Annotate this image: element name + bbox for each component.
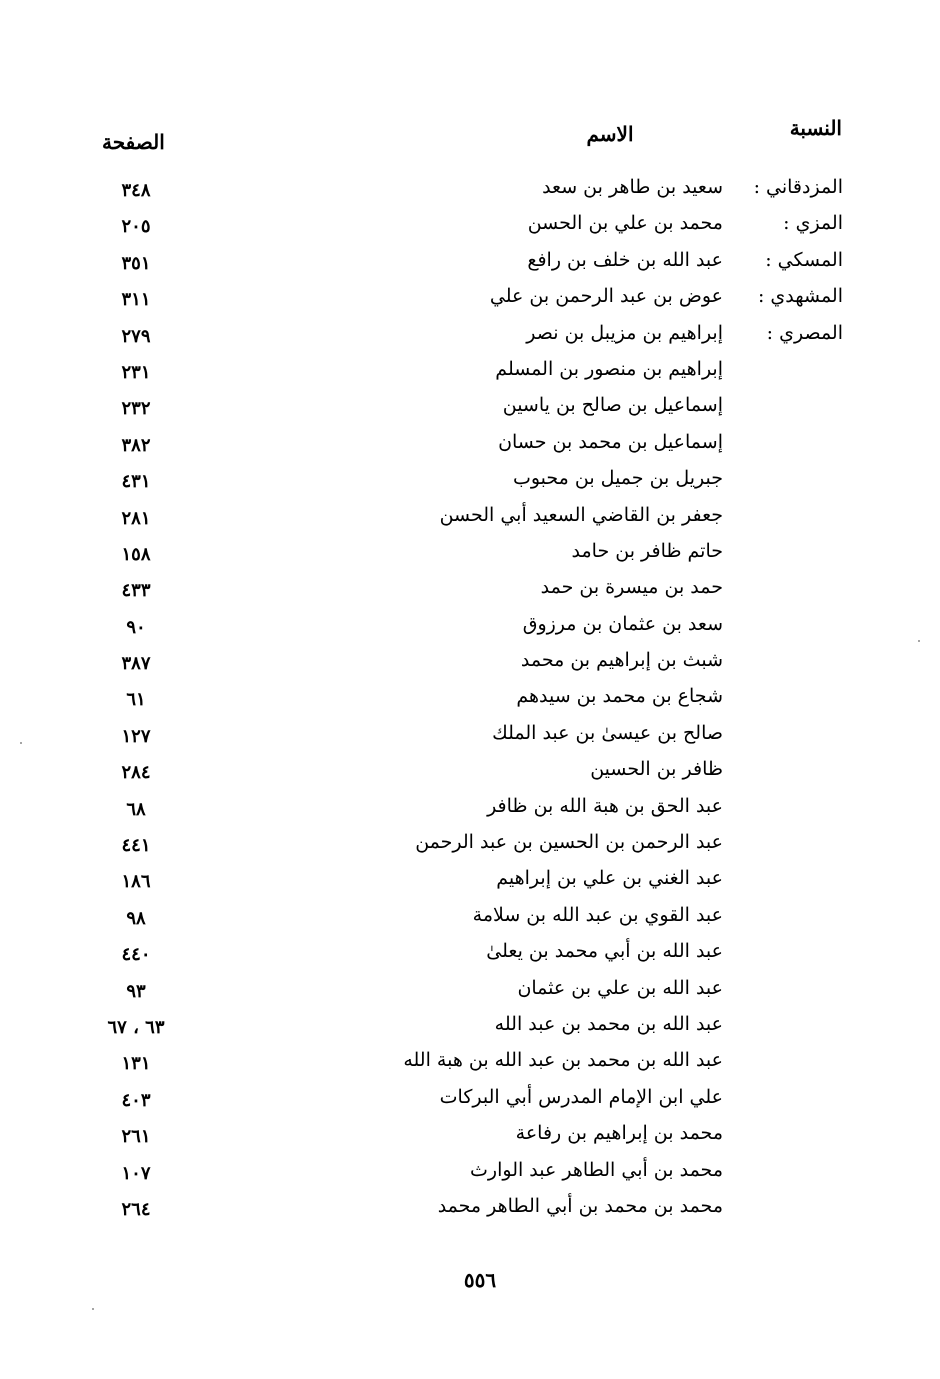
table-row <box>0 1086 940 1122</box>
name-cell: شجاع بن محمد بن سيدهم <box>516 685 723 708</box>
column-header-page: الصفحة <box>102 130 165 154</box>
page-number: ٥٥٦ <box>463 1268 497 1292</box>
nisba-cell: المشهدي : <box>757 285 843 308</box>
name-cell: جعفر بن القاضي السعيد أبي الحسن <box>439 503 723 526</box>
page-cell: ٤٣١ <box>121 471 151 493</box>
name-cell: محمد بن أبي الطاهر عبد الوارث <box>470 1158 723 1181</box>
name-cell: إسماعيل بن صالح بن ياسين <box>502 394 723 417</box>
table-row <box>0 867 940 903</box>
table-row <box>0 831 940 867</box>
page-cell: ٦٨ <box>126 798 146 820</box>
name-cell: عبد الحق بن هبة الله بن ظافر <box>487 794 723 817</box>
table-row <box>0 322 940 358</box>
page-cell: ٣٨٧ <box>121 653 151 675</box>
name-cell: عبد الله بن أبي محمد بن يعلىٰ <box>486 940 723 963</box>
page-cell: ٣٥١ <box>121 252 151 274</box>
table-row <box>0 576 940 612</box>
table-row <box>0 1013 940 1049</box>
page-cell: ٦١ <box>126 689 146 711</box>
table-row <box>0 285 940 321</box>
name-cell: عبد الله بن علي بن عثمان <box>517 976 723 999</box>
page-cell: ٢٣٢ <box>121 398 151 420</box>
name-cell: عبد القوي بن عبد الله بن سلامة <box>472 903 723 926</box>
nisba-cell: المسكي : <box>765 248 843 271</box>
page-cell: ٢٦٤ <box>121 1198 151 1220</box>
name-cell: محمد بن إبراهيم بن رفاعة <box>515 1122 723 1145</box>
page-cell: ١٠٧ <box>121 1162 151 1184</box>
name-cell: صالح بن عيسىٰ بن عبد الملك <box>492 721 723 744</box>
table-row <box>0 431 940 467</box>
name-cell: علي ابن الإمام المدرس أبي البركات <box>439 1085 723 1108</box>
page-cell: ٤٠٣ <box>121 1089 151 1111</box>
page-cell: ٩٨ <box>126 907 146 929</box>
name-cell: عبد الغني بن علي بن إبراهيم <box>496 867 723 890</box>
page-cell: ٤٣٣ <box>121 580 151 602</box>
page-cell: ٢٣١ <box>121 361 151 383</box>
page-cell: ١٣١ <box>121 1053 151 1075</box>
page-cell: ٤٤١ <box>121 835 151 857</box>
page-cell: ١٥٨ <box>121 543 151 565</box>
table-row <box>0 212 940 248</box>
name-cell: إبراهيم بن مزيبل بن نصر <box>526 321 723 344</box>
name-cell: سعيد بن طاهر بن سعد <box>542 176 723 198</box>
page-cell: ٢٦١ <box>121 1126 151 1148</box>
page-cell: ١٨٦ <box>121 871 151 893</box>
scan-speck <box>918 640 920 642</box>
nisba-cell: المزدقاني : <box>753 176 843 198</box>
nisba-cell: المزي : <box>783 212 843 235</box>
name-cell: حاتم ظافر بن حامد <box>571 539 723 562</box>
table-row <box>0 613 940 649</box>
scan-speck <box>92 1308 94 1310</box>
column-header-nisba: النسبة <box>789 116 842 140</box>
table-row <box>0 394 940 430</box>
page-cell: ٦٣ ، ٦٧ <box>107 1016 165 1038</box>
table-row <box>0 649 940 685</box>
name-cell: سعد بن عثمان بن مرزوق <box>522 612 723 635</box>
page-cell: ٢٠٥ <box>121 216 151 238</box>
table-row <box>0 540 940 576</box>
name-cell: إبراهيم بن منصور بن المسلم <box>495 357 723 380</box>
scan-speck <box>20 742 22 744</box>
table-row <box>0 504 940 540</box>
name-cell: حمد بن ميسرة بن حمد <box>540 576 723 599</box>
table-row <box>0 1122 940 1158</box>
name-cell: عوض بن عبد الرحمن بن علي <box>489 285 723 308</box>
page-cell: ٣١١ <box>121 289 151 311</box>
table-row <box>0 795 940 831</box>
table-row <box>0 940 940 976</box>
table-row <box>0 358 940 394</box>
page-cell: ٣٨٢ <box>121 434 151 456</box>
table-row <box>0 176 940 212</box>
table-row <box>0 1195 940 1231</box>
page-cell: ٩٠ <box>126 616 146 638</box>
index-table <box>0 176 940 1231</box>
page-cell: ٩٣ <box>126 980 146 1002</box>
table-row <box>0 904 940 940</box>
name-cell: محمد بن علي بن الحسن <box>527 212 723 235</box>
name-cell: جبريل بن جميل بن محبوب <box>512 467 723 490</box>
table-row <box>0 467 940 503</box>
table-row <box>0 249 940 285</box>
name-cell: إسماعيل بن محمد بن حسان <box>498 430 723 453</box>
page-cell: ٤٤٠ <box>121 944 151 966</box>
page-cell: ٣٤٨ <box>121 180 151 201</box>
table-row <box>0 1049 940 1085</box>
page-cell: ٢٨٤ <box>121 762 151 784</box>
page-cell: ٢٨١ <box>121 507 151 529</box>
name-cell: عبد الله بن محمد بن عبد الله <box>494 1012 723 1035</box>
table-row <box>0 685 940 721</box>
nisba-cell: المصري : <box>766 321 843 344</box>
table-row <box>0 758 940 794</box>
page-cell: ٢٧٩ <box>121 325 151 347</box>
name-cell: محمد بن محمد بن أبي الطاهر محمد <box>437 1194 723 1217</box>
column-header-name: الاسم <box>586 122 634 146</box>
page-cell: ١٢٧ <box>121 725 151 747</box>
name-cell: ظافر بن الحسين <box>590 758 723 781</box>
table-row <box>0 1159 940 1195</box>
table-row <box>0 722 940 758</box>
name-cell: شبث بن إبراهيم بن محمد <box>520 649 723 672</box>
table-row <box>0 977 940 1013</box>
name-cell: عبد الرحمن بن الحسين بن عبد الرحمن <box>415 831 723 854</box>
name-cell: عبد الله بن محمد بن عبد الله بن هبة الله <box>403 1049 723 1072</box>
name-cell: عبد الله بن خلف بن رافع <box>527 248 723 271</box>
